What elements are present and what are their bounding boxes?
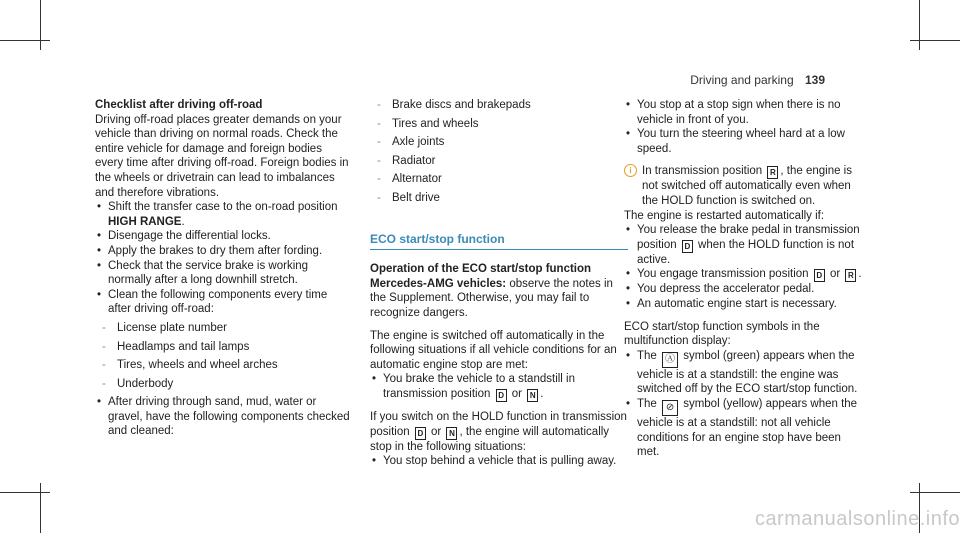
checklist-intro: Driving off-road places greater demands on your vehicle than driving on normal roads. Check the entire vehicle for damage and foreign bodies every time after driving off-road. Foreign bodies in the wheels or drivetrain can lead to imbalances and therefore vibrations.: [95, 113, 349, 199]
item-text: You engage transmission position: [637, 268, 812, 281]
list-item: [624, 267, 864, 282]
list-item: • Check that the service brake is working normally after a long downhill stretch.: [95, 259, 351, 288]
list-item: • You stop behind a vehicle that is pulling away.: [370, 454, 628, 469]
sub-item: - Belt drive: [370, 191, 628, 206]
column-3: [624, 98, 864, 460]
info-note: [624, 164, 864, 208]
transmission-n-key: N: [446, 427, 457, 440]
eco-active-icon: Ⓐ: [662, 352, 678, 368]
list-item: [624, 223, 864, 267]
sub-item: - Brake discs and brakepads: [370, 98, 628, 113]
sub-item: - Radiator: [370, 154, 628, 169]
list-item: • Apply the brakes to dry them after fording.: [95, 244, 351, 259]
item-text: The: [637, 397, 661, 410]
list-item: [95, 200, 351, 229]
transmission-n-key: N: [527, 389, 538, 402]
transmission-r-key: R: [845, 269, 856, 282]
list-item: • Disengage the differential locks.: [95, 229, 351, 244]
item-text: You release the brake pedal in transmission position: [637, 224, 860, 251]
watermark: carmanualsonline.info: [754, 508, 960, 530]
crop-mark: [40, 0, 41, 50]
transmission-d-key: D: [682, 240, 693, 253]
sub-item: - Tires, wheels and wheel arches: [95, 358, 351, 373]
eco-inactive-icon: ⊘: [662, 400, 678, 416]
list-item: • After driving through sand, mud, water or gravel, have the following components checked and cleaned:: [95, 395, 351, 439]
amg-text: observe the notes in the Supplement. Otherwise, you may fail to recognize dangers.: [370, 277, 613, 319]
transmission-d-key: D: [415, 427, 426, 440]
paragraph: The engine is restarted automatically if:: [624, 209, 825, 222]
item-text: , the engine will automatically stop in the following situations:: [370, 425, 610, 453]
crop-mark: [40, 483, 41, 533]
sub-item: - Axle joints: [370, 135, 628, 150]
item-text: Shift the transfer case to the on-road position: [108, 201, 338, 214]
operation-heading: Operation of the ECO start/stop function: [370, 263, 592, 276]
list-item: [624, 397, 864, 460]
item-text: when the HOLD function is not active.: [637, 238, 855, 266]
sub-item: - Underbody: [95, 377, 351, 392]
section-title: Driving and parking: [690, 73, 794, 87]
paragraph: ECO start/stop function symbols in the multifunction display:: [624, 320, 820, 348]
list-item: • Clean the following components every time after driving off-road:: [95, 288, 351, 317]
transmission-r-key: R: [767, 166, 778, 179]
item-text: symbol (green) appears when the vehicle is at a standstill: the engine was switched off by the ECO start/stop function.: [637, 349, 858, 396]
item-text: The: [637, 349, 661, 362]
note-text: In transmission position: [642, 165, 766, 178]
crop-mark: [0, 40, 50, 41]
item-text: or: [427, 425, 445, 438]
crop-mark: [910, 492, 960, 493]
column-2: [370, 98, 628, 469]
column-1: [95, 98, 351, 439]
info-icon: i: [624, 164, 637, 177]
amg-label: Mercedes-AMG vehicles:: [370, 277, 507, 290]
high-range-label: HIGH RANGE: [108, 215, 182, 228]
page-header: [690, 73, 825, 87]
item-text: .: [858, 268, 862, 281]
list-item: • You turn the steering wheel hard at a low speed.: [624, 127, 864, 156]
amg-note: [370, 277, 628, 321]
crop-mark: [919, 0, 920, 50]
list-item: • You stop at a stop sign when there is no vehicle in front of you.: [624, 98, 864, 127]
sub-item: - Headlamps and tail lamps: [95, 340, 351, 355]
page-number: 139: [804, 73, 825, 87]
item-text: or: [826, 268, 844, 281]
sub-item: - Alternator: [370, 172, 628, 187]
checklist-heading: Checklist after driving off-road: [95, 99, 263, 111]
sub-item: - License plate number: [95, 321, 351, 336]
item-text: You brake the vehicle to a standstill in transmission position: [383, 373, 576, 400]
item-text: .: [540, 387, 544, 400]
item-text: If you switch on the HOLD function in transmission position: [370, 410, 627, 438]
crop-mark: [910, 40, 960, 41]
item-text: .: [181, 215, 185, 228]
list-item: [624, 349, 864, 397]
note-text: , the engine is not switched off automatically even when the HOLD function is switched on.: [642, 165, 852, 207]
paragraph: The engine is switched off automatically in the following situations if all vehicle conditions for an automatic engine stop are met:: [370, 329, 617, 371]
sub-item: - Tires and wheels: [370, 117, 628, 132]
transmission-d-key: D: [814, 269, 825, 282]
list-item: • An automatic engine start is necessary.: [624, 297, 864, 312]
list-item: • You depress the accelerator pedal.: [624, 282, 864, 297]
transmission-d-key: D: [496, 389, 507, 402]
list-item: [370, 372, 628, 402]
eco-section-heading: ECO start/stop function: [370, 232, 628, 251]
paragraph: [370, 410, 628, 454]
item-text: symbol (yellow) appears when the vehicle is at a standstill: not all vehicle conditions for an engine stop have been met.: [637, 397, 858, 459]
item-text: or: [508, 387, 526, 400]
crop-mark: [0, 492, 50, 493]
